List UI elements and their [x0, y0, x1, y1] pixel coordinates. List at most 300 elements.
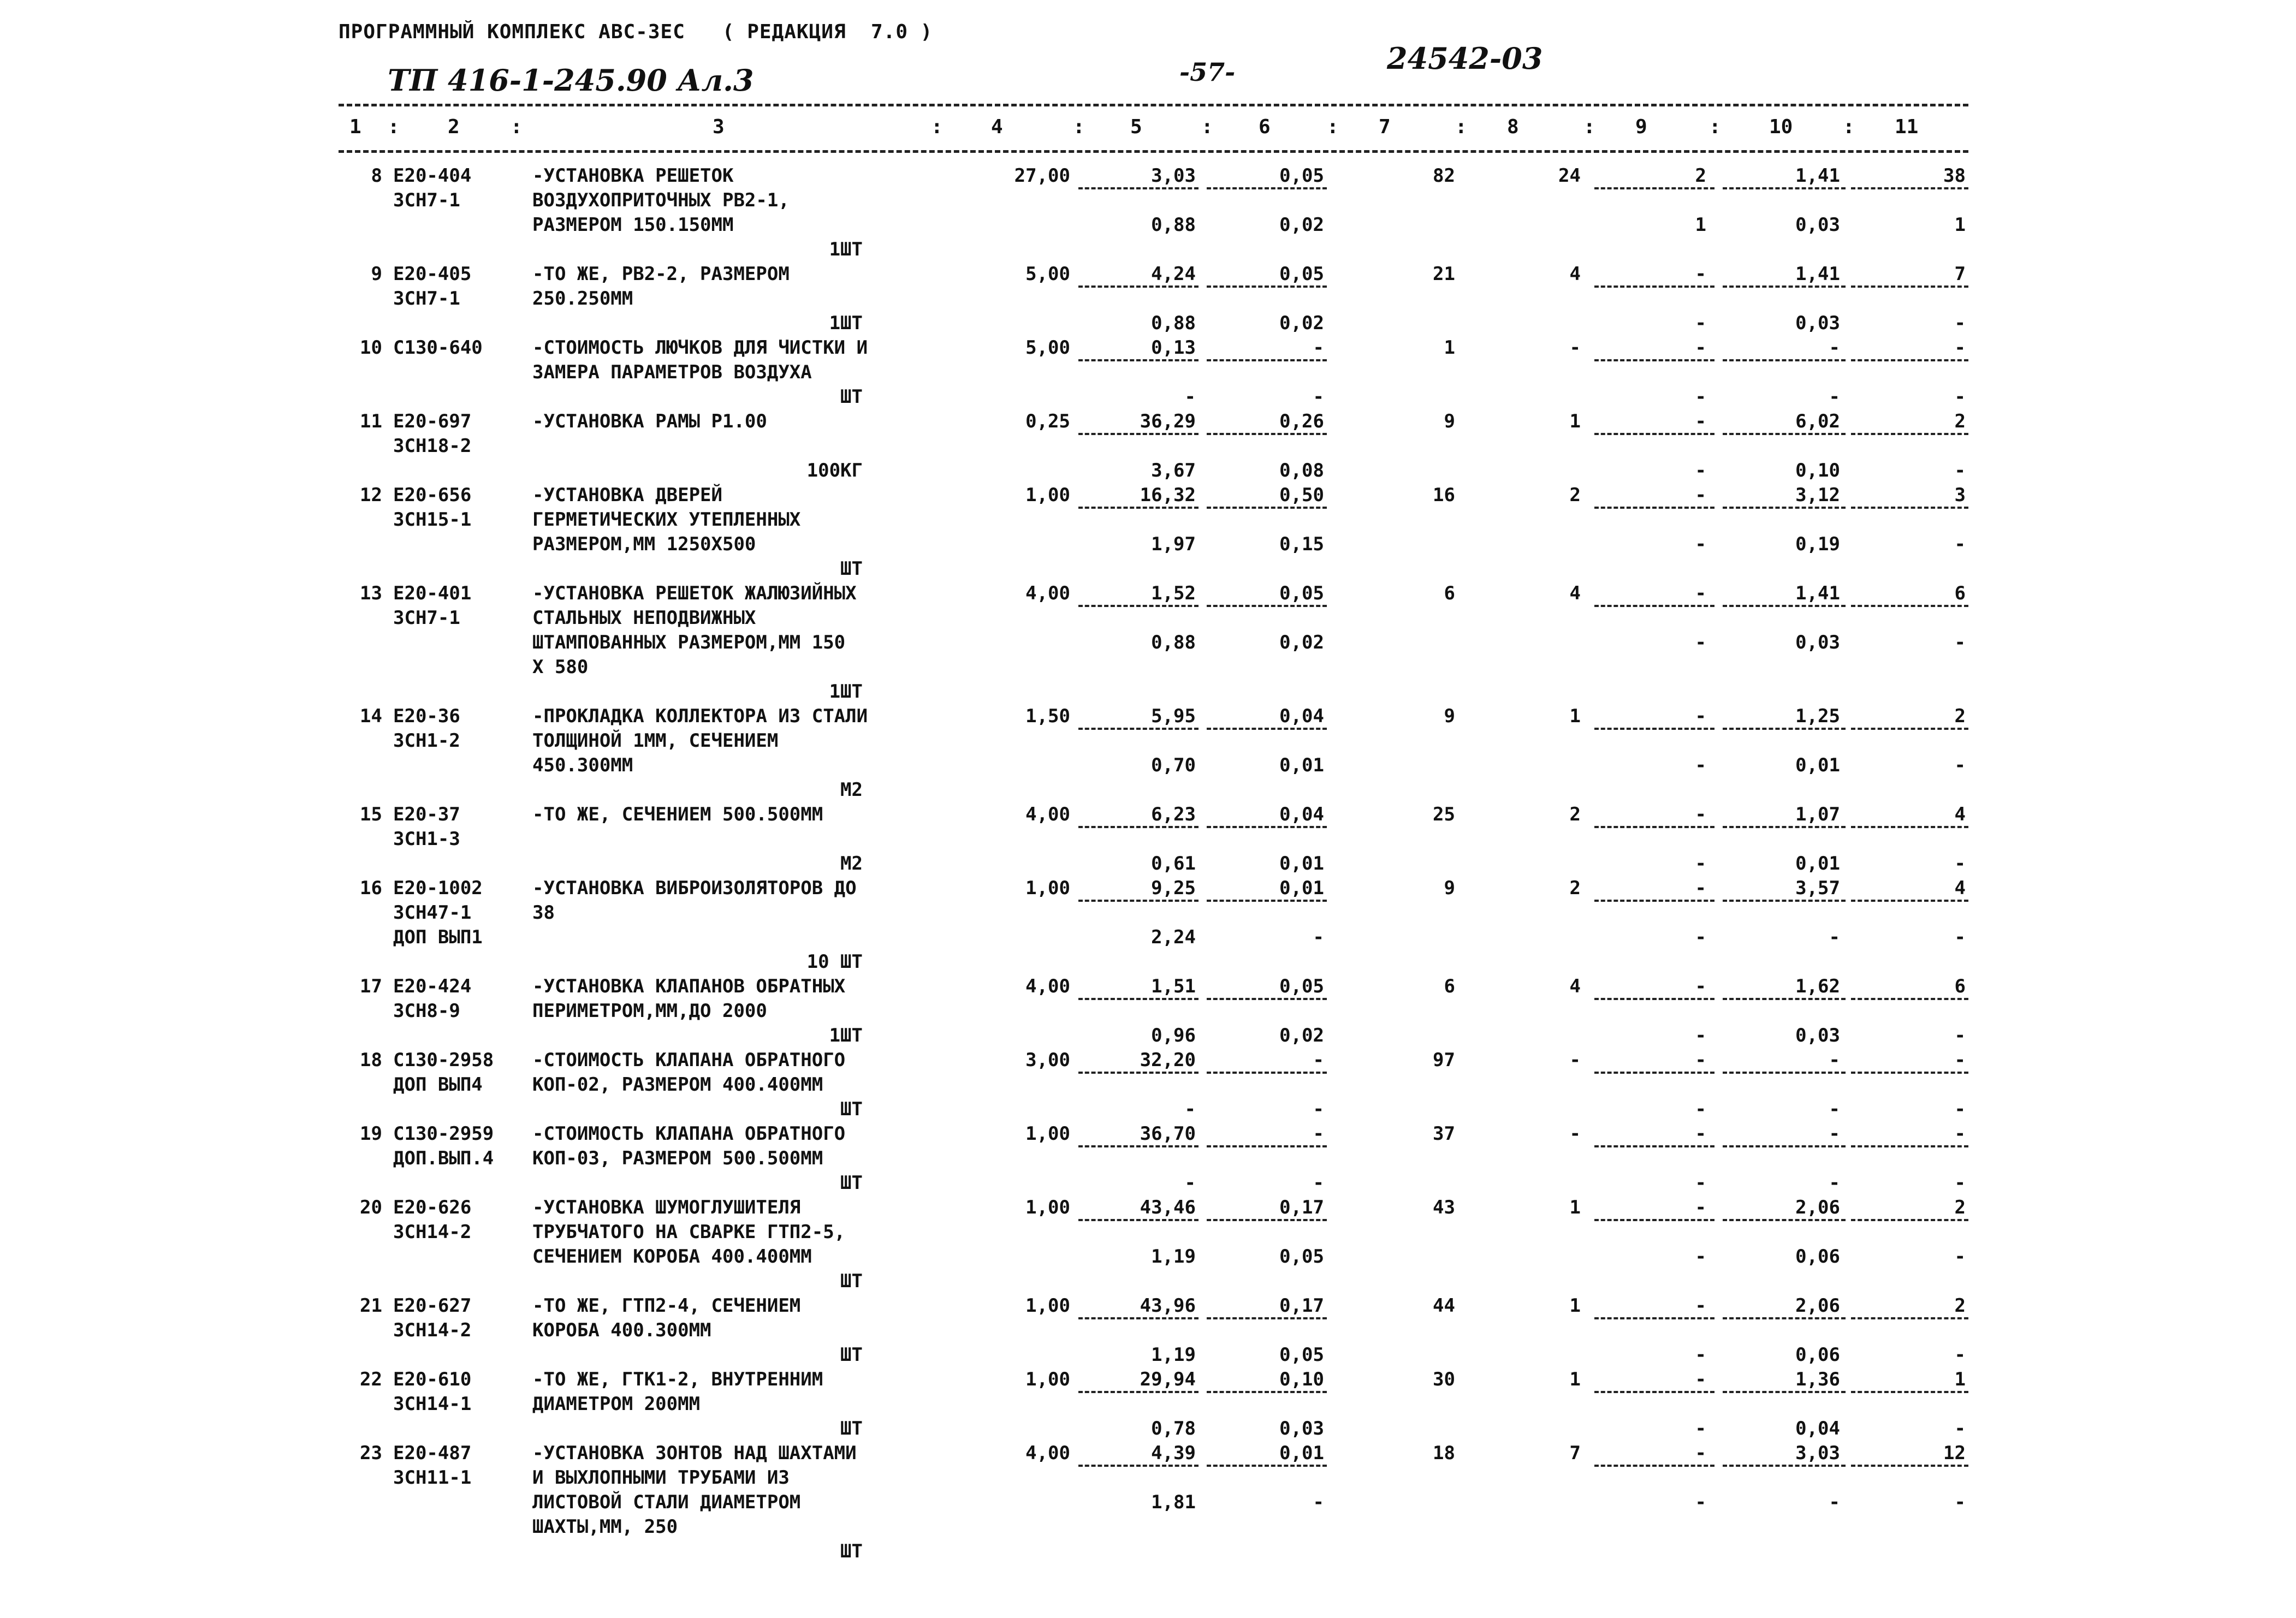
- unit-of-measure: ШТ: [840, 1172, 863, 1194]
- value-qty: 1,00: [1025, 484, 1070, 506]
- value-underline: [1078, 359, 1199, 361]
- value-underline: [1078, 998, 1199, 1000]
- value-underline: [1594, 187, 1714, 189]
- value-underline: [1594, 433, 1714, 435]
- value-c9: -: [1695, 337, 1706, 359]
- value-c7: 43: [1433, 1197, 1455, 1218]
- work-description: 250.250ММ: [532, 288, 633, 310]
- value-underline: [1594, 900, 1714, 902]
- value-c6b: -: [1313, 926, 1324, 948]
- value-c8: 4: [1569, 582, 1581, 604]
- value-underline: [1078, 1317, 1199, 1319]
- norm-code: Е20-401: [393, 582, 472, 604]
- value-c5: 0,13: [1151, 337, 1196, 359]
- value-underline: [1078, 1465, 1199, 1467]
- norm-code: С130-2959: [393, 1123, 494, 1145]
- value-underline: [1078, 605, 1199, 607]
- value-c6: 0,05: [1279, 263, 1324, 285]
- col-header-3: 3: [713, 116, 725, 138]
- value-c10: 3,03: [1795, 1442, 1840, 1464]
- value-underline: [1207, 605, 1327, 607]
- value-underline: [1723, 1391, 1846, 1393]
- value-c9: -: [1695, 1197, 1706, 1218]
- value-underline: [1723, 359, 1846, 361]
- value-c5b: 1,97: [1151, 533, 1196, 555]
- value-underline: [1078, 826, 1199, 828]
- col-header-1: 1: [349, 116, 361, 138]
- col-header-8: 8: [1507, 116, 1519, 138]
- value-c7: 25: [1433, 804, 1455, 825]
- norm-code: Е20-404: [393, 165, 472, 187]
- value-c10: 1,41: [1795, 263, 1840, 285]
- value-qty: 1,00: [1025, 1295, 1070, 1317]
- value-c8: -: [1569, 1123, 1581, 1145]
- value-c10: 1,25: [1795, 705, 1840, 727]
- value-underline: [1723, 507, 1846, 509]
- col-separator: :: [931, 116, 943, 138]
- row-number: 9: [371, 263, 382, 285]
- norm-code: Е20-626: [393, 1197, 472, 1218]
- value-c11: 3: [1954, 484, 1966, 506]
- value-c11: 2: [1954, 1197, 1966, 1218]
- work-description: -ТО ЖЕ, ГТП2-4, СЕЧЕНИЕМ: [532, 1295, 801, 1317]
- value-qty: 4,00: [1025, 1442, 1070, 1464]
- value-c8: -: [1569, 1049, 1581, 1071]
- value-c11b: -: [1954, 1098, 1966, 1120]
- value-c9b: -: [1695, 1098, 1706, 1120]
- value-underline: [1594, 1465, 1714, 1467]
- value-c9: -: [1695, 1123, 1706, 1145]
- row-number: 13: [360, 582, 382, 604]
- value-c8: 4: [1569, 975, 1581, 997]
- value-c10b: 0,19: [1795, 533, 1840, 555]
- value-c5b: 0,61: [1151, 853, 1196, 875]
- value-c6b: 0,05: [1279, 1246, 1324, 1268]
- value-underline: [1207, 826, 1327, 828]
- value-c5: 1,51: [1151, 975, 1196, 997]
- value-c6b: 0,01: [1279, 853, 1324, 875]
- value-c9b: -: [1695, 926, 1706, 948]
- value-underline: [1207, 285, 1327, 288]
- value-c6: 0,05: [1279, 975, 1324, 997]
- work-description: РАЗМЕРОМ,ММ 1250Х500: [532, 533, 756, 555]
- value-c9: 2: [1695, 165, 1706, 187]
- col-header-9: 9: [1635, 116, 1647, 138]
- value-c11: -: [1954, 1123, 1966, 1145]
- unit-of-measure: ШТ: [840, 1270, 863, 1292]
- value-c10: -: [1829, 1123, 1840, 1145]
- value-c11: 6: [1954, 975, 1966, 997]
- norm-code: Е20-487: [393, 1442, 472, 1464]
- value-underline: [1723, 605, 1846, 607]
- value-c5b: 0,96: [1151, 1025, 1196, 1046]
- unit-of-measure: ШТ: [840, 1540, 863, 1562]
- value-c10: 1,62: [1795, 975, 1840, 997]
- value-underline: [1594, 507, 1714, 509]
- value-c6b: 0,03: [1279, 1418, 1324, 1439]
- work-description: -СТОИМОСТЬ КЛАПАНА ОБРАТНОГО: [532, 1049, 846, 1071]
- value-c5: 9,25: [1151, 877, 1196, 899]
- value-c5b: 1,19: [1151, 1246, 1196, 1268]
- col-header-4: 4: [991, 116, 1003, 138]
- value-underline: [1594, 728, 1714, 730]
- value-c7: 9: [1444, 705, 1455, 727]
- norm-subcode: ЗСН7-1: [393, 288, 460, 310]
- col-separator: :: [511, 116, 523, 138]
- value-c11: 2: [1954, 1295, 1966, 1317]
- row-number: 19: [360, 1123, 382, 1145]
- value-qty: 27,00: [1014, 165, 1070, 187]
- unit-of-measure: 1ШТ: [829, 239, 863, 260]
- value-c9: -: [1695, 804, 1706, 825]
- unit-of-measure: ШТ: [840, 558, 863, 580]
- work-description: КОП-02, РАЗМЕРОМ 400.400ММ: [532, 1074, 823, 1096]
- value-qty: 1,00: [1025, 1197, 1070, 1218]
- value-underline: [1851, 285, 1968, 288]
- value-c5: 29,94: [1140, 1369, 1196, 1390]
- value-underline: [1594, 826, 1714, 828]
- value-c6b: -: [1313, 1098, 1324, 1120]
- value-underline: [1207, 1465, 1327, 1467]
- value-underline: [1594, 1391, 1714, 1393]
- row-number: 18: [360, 1049, 382, 1071]
- value-c11: 38: [1943, 165, 1966, 187]
- value-c10b: 0,01: [1795, 754, 1840, 776]
- norm-subcode: ДОП.ВЫП.4: [393, 1147, 494, 1169]
- norm-subcode: ЗСН7-1: [393, 189, 460, 211]
- work-description: ШТАМПОВАННЫХ РАЗМЕРОМ,ММ 150: [532, 632, 846, 653]
- work-description: -УСТАНОВКА РЕШЕТОК ЖАЛЮЗИЙНЫХ: [532, 582, 857, 604]
- work-description: -ТО ЖЕ, СЕЧЕНИЕМ 500.500ММ: [532, 804, 823, 825]
- value-underline: [1594, 998, 1714, 1000]
- value-underline: [1851, 728, 1968, 730]
- col-separator: :: [1843, 116, 1855, 138]
- value-c6: 0,50: [1279, 484, 1324, 506]
- value-c5: 5,95: [1151, 705, 1196, 727]
- norm-subcode: ЗСН7-1: [393, 607, 460, 629]
- norm-subcode: ЗСН8-9: [393, 1000, 460, 1022]
- value-underline: [1723, 285, 1846, 288]
- norm-code: Е20-610: [393, 1369, 472, 1390]
- value-c10: 3,12: [1795, 484, 1840, 506]
- value-c5b: 0,88: [1151, 312, 1196, 334]
- norm-code: Е20-656: [393, 484, 472, 506]
- value-c10: 1,36: [1795, 1369, 1840, 1390]
- value-c11: 1: [1954, 1369, 1966, 1390]
- value-c11: 7: [1954, 263, 1966, 285]
- value-c9: -: [1695, 1049, 1706, 1071]
- value-c7: 97: [1433, 1049, 1455, 1071]
- work-description: -УСТАНОВКА ВИБРОИЗОЛЯТОРОВ ДО: [532, 877, 857, 899]
- value-c9b: -: [1695, 460, 1706, 481]
- col-header-2: 2: [448, 116, 460, 138]
- value-c5b: 1,19: [1151, 1344, 1196, 1366]
- value-c9b: -: [1695, 1344, 1706, 1366]
- value-underline: [1851, 900, 1968, 902]
- value-underline: [1078, 900, 1199, 902]
- unit-of-measure: ШТ: [840, 1344, 863, 1366]
- col-separator: :: [1073, 116, 1085, 138]
- norm-subcode: ЗСН1-3: [393, 828, 460, 850]
- value-c5: 6,23: [1151, 804, 1196, 825]
- value-c6b: 0,02: [1279, 214, 1324, 236]
- value-underline: [1207, 1072, 1327, 1074]
- value-c11b: 1: [1954, 214, 1966, 236]
- value-c10: 1,41: [1795, 582, 1840, 604]
- work-description: И ВЫХЛОПНЫМИ ТРУБАМИ ИЗ: [532, 1467, 790, 1489]
- value-underline: [1723, 433, 1846, 435]
- work-description: -УСТАНОВКА КЛАПАНОВ ОБРАТНЫХ: [532, 975, 846, 997]
- work-description: ТРУБЧАТОГО НА СВАРКЕ ГТП2-5,: [532, 1221, 846, 1243]
- value-underline: [1594, 605, 1714, 607]
- value-underline: [1851, 1465, 1968, 1467]
- stamp-number: 24542-03: [1387, 41, 1543, 76]
- value-underline: [1594, 1072, 1714, 1074]
- program-title: ПРОГРАММНЫЙ КОМПЛЕКС АВС-ЗЕС ( РЕДАКЦИЯ 7.0 ): [339, 21, 933, 43]
- value-c7: 1: [1444, 337, 1455, 359]
- value-underline: [1723, 1317, 1846, 1319]
- value-underline: [1723, 998, 1846, 1000]
- value-c8: 1: [1569, 1295, 1581, 1317]
- value-c11b: -: [1954, 1172, 1966, 1194]
- work-description: ВОЗДУХОПРИТОЧНЫХ РВ2-1,: [532, 189, 790, 211]
- value-c10: -: [1829, 1049, 1840, 1071]
- row-number: 21: [360, 1295, 382, 1317]
- value-c8: 2: [1569, 484, 1581, 506]
- norm-subcode: ЗСН47-1: [393, 902, 472, 924]
- norm-subcode: ДОП ВЫП4: [393, 1074, 483, 1096]
- value-underline: [1207, 187, 1327, 189]
- value-qty: 0,25: [1025, 411, 1070, 432]
- value-c5b: -: [1184, 1172, 1196, 1194]
- value-underline: [1078, 728, 1199, 730]
- col-header-6: 6: [1259, 116, 1271, 138]
- value-underline: [1078, 187, 1199, 189]
- value-underline: [1723, 187, 1846, 189]
- row-number: 15: [360, 804, 382, 825]
- norm-code: Е20-37: [393, 804, 460, 825]
- norm-code: Е20-36: [393, 705, 460, 727]
- value-c5: 1,52: [1151, 582, 1196, 604]
- unit-of-measure: ШТ: [840, 1098, 863, 1120]
- row-number: 17: [360, 975, 382, 997]
- value-c11b: -: [1954, 460, 1966, 481]
- value-underline: [1207, 900, 1327, 902]
- norm-code: Е20-697: [393, 411, 472, 432]
- value-c11: -: [1954, 1049, 1966, 1071]
- value-c11b: -: [1954, 632, 1966, 653]
- unit-of-measure: М2: [840, 853, 863, 875]
- value-c11b: -: [1954, 853, 1966, 875]
- work-description: СТАЛЬНЫХ НЕПОДВИЖНЫХ: [532, 607, 756, 629]
- norm-subcode: ЗСН15-1: [393, 509, 472, 531]
- value-c10: 2,06: [1795, 1197, 1840, 1218]
- value-c10b: -: [1829, 1172, 1840, 1194]
- value-c11b: -: [1954, 386, 1966, 408]
- value-c6b: 0,02: [1279, 312, 1324, 334]
- value-c10b: 0,03: [1795, 214, 1840, 236]
- value-c9: -: [1695, 411, 1706, 432]
- value-c6b: 0,02: [1279, 1025, 1324, 1046]
- value-c5b: 2,24: [1151, 926, 1196, 948]
- value-c6b: 0,15: [1279, 533, 1324, 555]
- value-qty: 1,00: [1025, 1369, 1070, 1390]
- value-c9: -: [1695, 263, 1706, 285]
- value-underline: [1078, 1145, 1199, 1147]
- value-underline: [1207, 433, 1327, 435]
- value-underline: [1851, 1391, 1968, 1393]
- value-c11: 12: [1943, 1442, 1966, 1464]
- value-c9b: 1: [1695, 214, 1706, 236]
- value-c6: 0,04: [1279, 705, 1324, 727]
- work-description: 38: [532, 902, 555, 924]
- row-number: 23: [360, 1442, 382, 1464]
- value-c9b: -: [1695, 1246, 1706, 1268]
- value-underline: [1078, 1072, 1199, 1074]
- norm-subcode: ЗСН14-1: [393, 1393, 472, 1415]
- col-separator: :: [1709, 116, 1721, 138]
- value-c7: 6: [1444, 975, 1455, 997]
- work-description: -ТО ЖЕ, ГТК1-2, ВНУТРЕННИМ: [532, 1369, 823, 1390]
- value-underline: [1723, 900, 1846, 902]
- value-c9: -: [1695, 1442, 1706, 1464]
- top-rule: [339, 104, 1968, 106]
- value-c5: 36,29: [1140, 411, 1196, 432]
- value-c9: -: [1695, 975, 1706, 997]
- value-underline: [1851, 433, 1968, 435]
- value-c6: -: [1313, 1049, 1324, 1071]
- value-c10: -: [1829, 337, 1840, 359]
- value-underline: [1594, 1219, 1714, 1221]
- value-c6b: -: [1313, 1172, 1324, 1194]
- value-qty: 5,00: [1025, 337, 1070, 359]
- value-c9: -: [1695, 705, 1706, 727]
- value-underline: [1207, 728, 1327, 730]
- value-underline: [1723, 826, 1846, 828]
- value-c10b: 0,03: [1795, 632, 1840, 653]
- work-description: -УСТАНОВКА ДВЕРЕЙ: [532, 484, 722, 506]
- work-description: ЛИСТОВОЙ СТАЛИ ДИАМЕТРОМ: [532, 1491, 801, 1513]
- value-c11b: -: [1954, 533, 1966, 555]
- col-header-10: 10: [1769, 116, 1793, 138]
- value-c10b: 0,01: [1795, 853, 1840, 875]
- value-underline: [1207, 507, 1327, 509]
- value-c5b: 3,67: [1151, 460, 1196, 481]
- value-c5b: -: [1184, 1098, 1196, 1120]
- value-c6: 0,17: [1279, 1197, 1324, 1218]
- value-c10b: -: [1829, 926, 1840, 948]
- value-c11b: -: [1954, 1491, 1966, 1513]
- norm-code: Е20-1002: [393, 877, 483, 899]
- value-c9b: -: [1695, 632, 1706, 653]
- norm-subcode: ДОП ВЫП1: [393, 926, 483, 948]
- work-description: РАЗМЕРОМ 150.150ММ: [532, 214, 734, 236]
- work-description: -СТОИМОСТЬ ЛЮЧКОВ ДЛЯ ЧИСТКИ И: [532, 337, 868, 359]
- work-description: КОП-03, РАЗМЕРОМ 500.500ММ: [532, 1147, 823, 1169]
- value-c10b: 0,04: [1795, 1418, 1840, 1439]
- col-separator: :: [1327, 116, 1339, 138]
- value-c11: 4: [1954, 804, 1966, 825]
- value-underline: [1723, 1072, 1846, 1074]
- col-separator: :: [1455, 116, 1467, 138]
- work-description: ДИАМЕТРОМ 200ММ: [532, 1393, 701, 1415]
- value-qty: 3,00: [1025, 1049, 1070, 1071]
- value-c7: 6: [1444, 582, 1455, 604]
- unit-of-measure: М2: [840, 779, 863, 801]
- value-c11: 2: [1954, 411, 1966, 432]
- value-c5b: 0,70: [1151, 754, 1196, 776]
- work-description: КОРОБА 400.300ММ: [532, 1319, 711, 1341]
- row-number: 20: [360, 1197, 382, 1218]
- value-c10: 1,07: [1795, 804, 1840, 825]
- value-underline: [1851, 1317, 1968, 1319]
- value-c6b: 0,08: [1279, 460, 1324, 481]
- value-underline: [1723, 1145, 1846, 1147]
- value-underline: [1594, 359, 1714, 361]
- value-c5b: 0,88: [1151, 632, 1196, 653]
- value-c6b: 0,01: [1279, 754, 1324, 776]
- col-header-7: 7: [1379, 116, 1391, 138]
- value-c9b: -: [1695, 312, 1706, 334]
- work-description: 450.300ММ: [532, 754, 633, 776]
- value-c9: -: [1695, 1295, 1706, 1317]
- value-underline: [1207, 1391, 1327, 1393]
- value-underline: [1851, 826, 1968, 828]
- value-c8: 24: [1558, 165, 1581, 187]
- value-c11: -: [1954, 337, 1966, 359]
- norm-code: Е20-405: [393, 263, 472, 285]
- document-code: ТП 416-1-245.90 Ал.3: [388, 63, 754, 98]
- value-c6: 0,17: [1279, 1295, 1324, 1317]
- value-c7: 18: [1433, 1442, 1455, 1464]
- value-c8: 4: [1569, 263, 1581, 285]
- norm-subcode: ЗСН14-2: [393, 1221, 472, 1243]
- value-underline: [1723, 1219, 1846, 1221]
- value-qty: 4,00: [1025, 975, 1070, 997]
- row-number: 14: [360, 705, 382, 727]
- value-c6: 0,26: [1279, 411, 1324, 432]
- page-number: -57-: [1179, 57, 1236, 87]
- row-number: 10: [360, 337, 382, 359]
- value-c6: 0,01: [1279, 1442, 1324, 1464]
- work-description: ПЕРИМЕТРОМ,ММ,ДО 2000: [532, 1000, 767, 1022]
- value-c10b: 0,10: [1795, 460, 1840, 481]
- value-c8: 1: [1569, 705, 1581, 727]
- value-underline: [1851, 1072, 1968, 1074]
- value-c6b: 0,02: [1279, 632, 1324, 653]
- value-c5: 43,96: [1140, 1295, 1196, 1317]
- unit-of-measure: 10 ШТ: [806, 951, 863, 973]
- value-c10: 2,06: [1795, 1295, 1840, 1317]
- unit-of-measure: 1ШТ: [829, 681, 863, 703]
- value-c10b: 0,03: [1795, 312, 1840, 334]
- value-qty: 4,00: [1025, 582, 1070, 604]
- value-c7: 30: [1433, 1369, 1455, 1390]
- value-c11b: -: [1954, 1246, 1966, 1268]
- value-c10b: -: [1829, 1491, 1840, 1513]
- work-description: -ТО ЖЕ, РВ2-2, РАЗМЕРОМ: [532, 263, 790, 285]
- value-c10: 6,02: [1795, 411, 1840, 432]
- norm-code: Е20-424: [393, 975, 472, 997]
- value-c6: -: [1313, 1123, 1324, 1145]
- col-header-5: 5: [1130, 116, 1142, 138]
- value-c8: -: [1569, 337, 1581, 359]
- value-c9: -: [1695, 582, 1706, 604]
- col-separator: :: [388, 116, 400, 138]
- value-c5: 4,24: [1151, 263, 1196, 285]
- row-number: 22: [360, 1369, 382, 1390]
- value-c6b: -: [1313, 1491, 1324, 1513]
